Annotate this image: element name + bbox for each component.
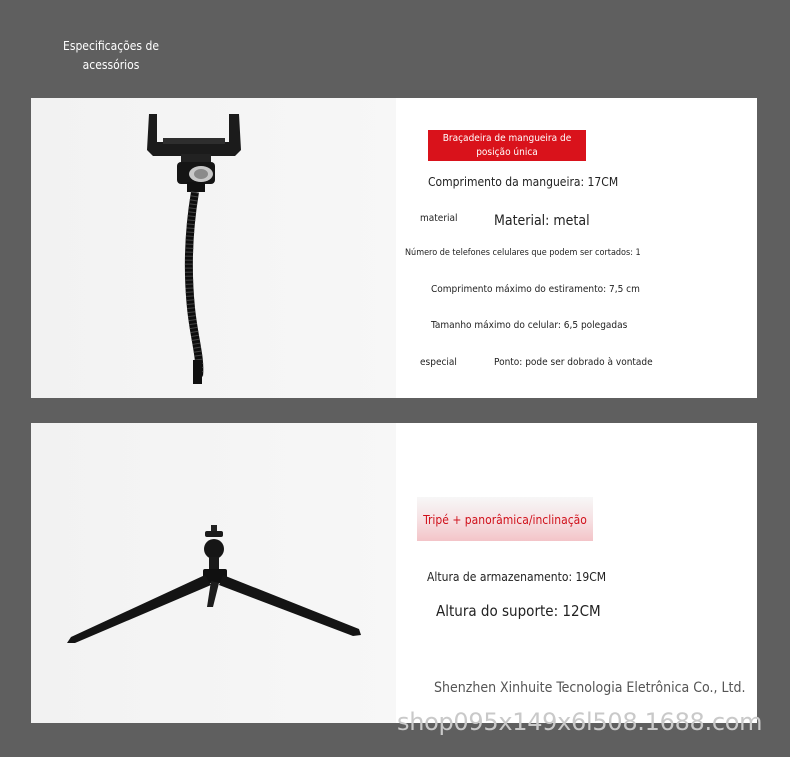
tripod-image [31,423,396,723]
hose-clamp-card [31,98,757,398]
shop-watermark: shop095x149x6l508.1688.com [397,708,763,736]
phones-count: Número de telefones celulares que podem ser cortados: 1 [405,248,641,258]
section-title-line2: acessórios [82,58,140,72]
tripod-illustration [31,423,396,723]
phone-clamp-illustration [31,98,396,398]
product-badge: Tripé + panorâmica/inclinação [417,497,593,541]
special-value: Ponto: pode ser dobrado à vontade [494,357,653,368]
max-stretch: Comprimento máximo do estiramento: 7,5 cm [431,284,640,295]
material-value: Material: metal [494,213,590,229]
tripod-card [31,423,757,723]
hose-length: Comprimento da mangueira: 17CM [428,175,619,189]
hose-clamp-image [31,98,396,398]
section-title-line1: Especificações de [63,39,159,53]
max-phone-size: Tamanho máximo do celular: 6,5 polegadas [431,320,628,331]
company-name: Shenzhen Xinhuite Tecnologia Eletrônica Co., Ltd. [434,680,746,696]
special-label: especial [420,357,457,368]
stand-height: Altura do suporte: 12CM [436,602,601,620]
product-badge: Braçadeira de mangueira de posição única [428,130,586,161]
material-label: material [420,213,458,224]
storage-height: Altura de armazenamento: 19CM [427,570,607,584]
section-title [54,37,168,75]
